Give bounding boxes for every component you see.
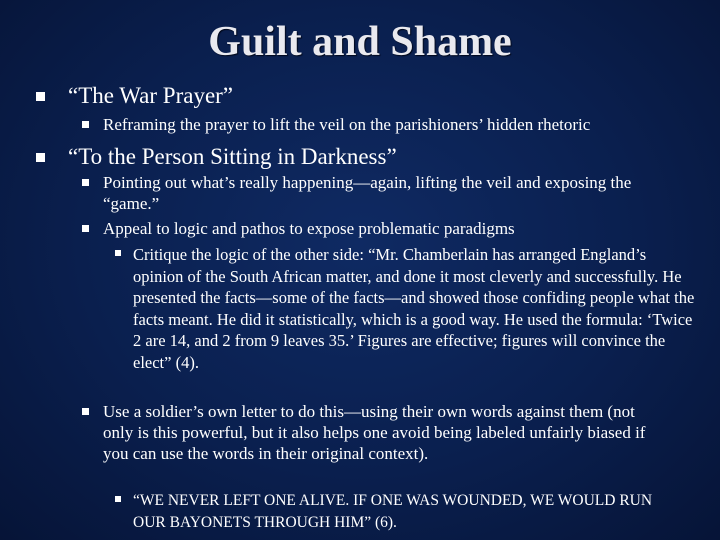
- bullet-text: Appeal to logic and pathos to expose problematic paradigms: [103, 219, 515, 238]
- square-bullet-icon: [82, 121, 89, 128]
- square-bullet-icon: [82, 179, 89, 186]
- bullet-text: Pointing out what’s really happening—again, lifting the veil and exposing the “game.”: [103, 173, 632, 213]
- sub-bullet-pointing-out: [82, 172, 652, 214]
- square-bullet-icon: [82, 225, 89, 232]
- bullet-person-sitting-in-darkness: [36, 143, 696, 170]
- bullet-text: Reframing the prayer to lift the veil on the parishioners’ hidden rhetoric: [103, 115, 591, 134]
- bullet-text: “WE NEVER LEFT ONE ALIVE. IF ONE WAS WOUNDED, WE WOULD RUN OUR BAYONETS THROUGH HIM” (6).: [133, 492, 653, 531]
- sub-sub-bullet-critique: [115, 244, 695, 374]
- square-bullet-icon: [115, 250, 121, 256]
- sub-bullet-soldier-letter: [82, 401, 662, 464]
- square-bullet-icon: [115, 496, 121, 502]
- square-bullet-icon: [82, 408, 89, 415]
- bullet-text: Critique the logic of the other side: “Mr. Chamberlain has arranged England’s opinion of the South African matter, and done it most cleverly and successfully. He presented the facts—some of the facts—and showed those confiding people what the facts meant. He did it statistically, which is a good way. He used the formula: ‘Twice 2 are 14, and 2 from 9 leaves 35.’ Figures are effective; figures will convince the elect” (4).: [133, 245, 695, 372]
- sub-bullet-appeal-to-logic: [82, 218, 692, 239]
- slide-title: Guilt and Shame: [208, 19, 512, 65]
- sub-sub-bullet-quote: [115, 490, 675, 533]
- bullet-text: “To the Person Sitting in Darkness”: [68, 144, 397, 169]
- square-bullet-icon: [36, 92, 45, 101]
- bullet-war-prayer: [36, 82, 696, 109]
- sub-bullet-reframing: [82, 114, 702, 135]
- bullet-text: “The War Prayer”: [68, 83, 234, 108]
- square-bullet-icon: [36, 153, 45, 162]
- bullet-text: Use a soldier’s own letter to do this—using their own words against them (not only is this powerful, but it also helps one avoid being labeled unfairly biased if you can use the words in their original context).: [103, 402, 646, 463]
